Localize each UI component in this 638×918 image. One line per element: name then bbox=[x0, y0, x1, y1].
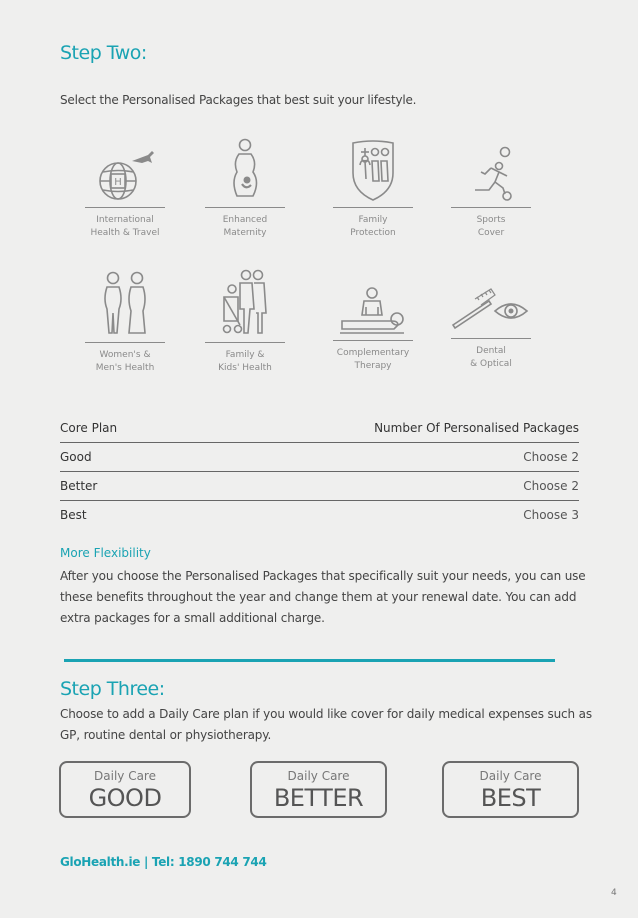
header-core-plan: Core Plan bbox=[60, 421, 118, 435]
family-shield-icon bbox=[347, 137, 399, 203]
plan-name: Better bbox=[60, 479, 98, 493]
package-sports-cover bbox=[431, 146, 551, 240]
plan-choice: Choose 2 bbox=[523, 479, 579, 493]
page-number: 4 bbox=[611, 888, 617, 898]
table-row bbox=[60, 501, 579, 529]
flexibility-line: extra packages for a small additional charge. bbox=[60, 611, 325, 625]
footer-contact[interactable]: GloHealth.ie | Tel: 1890 744 744 bbox=[60, 855, 267, 869]
divider bbox=[85, 342, 165, 343]
daily-care-level: BEST bbox=[480, 784, 541, 812]
divider bbox=[205, 342, 285, 343]
package-label-line2: Maternity bbox=[223, 228, 267, 238]
package-label-line1: Family & bbox=[225, 350, 265, 360]
step-two-title: Step Two: bbox=[60, 42, 147, 64]
package-complementary-therapy bbox=[313, 287, 433, 373]
header-number-packages: Number Of Personalised Packages bbox=[374, 421, 579, 435]
package-label-line2: & Optical bbox=[470, 359, 512, 369]
package-label-line2: Therapy bbox=[354, 361, 392, 371]
package-label-line2: Health & Travel bbox=[90, 228, 160, 238]
package-label bbox=[431, 345, 551, 371]
package-dental-optical bbox=[431, 281, 551, 371]
divider bbox=[451, 338, 531, 339]
daily-care-label: Daily Care bbox=[287, 769, 350, 783]
table-row bbox=[60, 472, 579, 500]
plan-name: Good bbox=[60, 450, 92, 464]
package-label bbox=[65, 349, 185, 375]
package-label-line1: Dental bbox=[476, 346, 506, 356]
package-family-kids-health bbox=[185, 269, 305, 375]
table-header-row bbox=[60, 414, 579, 442]
daily-care-level: GOOD bbox=[88, 784, 162, 812]
divider bbox=[333, 207, 413, 208]
pregnant-woman-icon bbox=[220, 138, 270, 203]
plan-choice: Choose 3 bbox=[523, 508, 579, 522]
daily-care-level: BETTER bbox=[273, 784, 364, 812]
flexibility-line: these benefits throughout the year and change them at your renewal date. You can add bbox=[60, 590, 577, 604]
package-label-line2: Men's Health bbox=[95, 363, 155, 373]
package-label-line2: Cover bbox=[477, 228, 505, 238]
daily-care-best-button[interactable] bbox=[442, 761, 579, 818]
daily-care-label: Daily Care bbox=[94, 769, 156, 783]
section-divider bbox=[64, 659, 555, 662]
package-label-line2: Kids' Health bbox=[218, 363, 272, 373]
package-label-line2: Protection bbox=[350, 228, 396, 238]
package-label bbox=[185, 214, 305, 240]
flexibility-paragraph bbox=[60, 566, 590, 629]
step-three-title: Step Three: bbox=[60, 678, 165, 700]
plan-name: Best bbox=[60, 508, 87, 522]
package-label-line1: Family bbox=[358, 215, 388, 225]
runner-icon bbox=[461, 146, 521, 203]
package-label-line1: Sports bbox=[476, 215, 506, 225]
step-two-intro: Select the Personalised Packages that best suit your lifestyle. bbox=[60, 93, 417, 107]
package-enhanced-maternity bbox=[185, 138, 305, 240]
package-label-line1: Complementary bbox=[336, 348, 410, 358]
globe-plane-icon bbox=[90, 145, 160, 203]
package-label bbox=[431, 214, 551, 240]
package-international-health-travel bbox=[65, 145, 185, 240]
package-label-line1: International bbox=[96, 215, 154, 225]
daily-care-label: Daily Care bbox=[479, 769, 542, 783]
parent-child-stroller-icon bbox=[218, 269, 272, 339]
package-label bbox=[313, 347, 433, 373]
daily-care-better-button[interactable] bbox=[250, 761, 387, 818]
divider bbox=[451, 207, 531, 208]
flexibility-line: After you choose the Personalised Packages that specifically suit your needs, you can use bbox=[60, 569, 586, 583]
table-row bbox=[60, 443, 579, 471]
divider bbox=[333, 340, 413, 341]
package-label-line1: Women's & bbox=[99, 350, 151, 360]
toothbrush-eye-icon bbox=[451, 281, 531, 337]
woman-man-icon bbox=[97, 269, 153, 339]
divider bbox=[205, 207, 285, 208]
flexibility-title: More Flexibility bbox=[60, 546, 151, 560]
massage-therapy-icon bbox=[338, 287, 408, 337]
plan-table bbox=[60, 414, 579, 529]
package-label bbox=[185, 349, 305, 375]
step-three-line: Choose to add a Daily Care plan if you would like cover for daily medical expenses such as bbox=[60, 707, 592, 721]
package-label-line1: Enhanced bbox=[222, 215, 268, 225]
package-label bbox=[313, 214, 433, 240]
divider bbox=[85, 207, 165, 208]
daily-care-good-button[interactable] bbox=[59, 761, 191, 818]
package-family-protection bbox=[313, 137, 433, 240]
package-label bbox=[65, 214, 185, 240]
step-three-line: GP, routine dental or physiotherapy. bbox=[60, 728, 272, 742]
plan-choice: Choose 2 bbox=[523, 450, 579, 464]
svg-text:H: H bbox=[114, 177, 122, 188]
step-three-paragraph bbox=[60, 704, 600, 746]
package-womens-mens-health bbox=[65, 269, 185, 375]
